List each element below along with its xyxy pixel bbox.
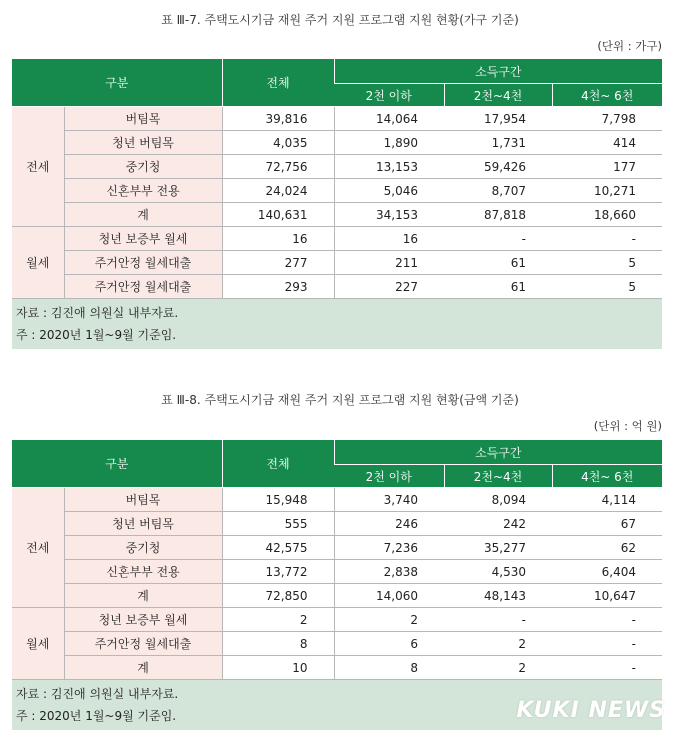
table-row <box>12 536 662 560</box>
value-cell: 246 <box>334 512 444 536</box>
header-band: 4천~ 6천 <box>552 465 662 488</box>
value-cell: 14,060 <box>334 584 444 608</box>
value-cell: 67 <box>552 512 662 536</box>
header-total: 전체 <box>222 440 334 488</box>
value-cell: 555 <box>222 512 334 536</box>
value-cell: 35,277 <box>444 536 552 560</box>
value-cell: 8,707 <box>444 179 552 203</box>
value-cell: 61 <box>444 275 552 299</box>
value-cell: - <box>552 608 662 632</box>
value-cell: 5 <box>552 251 662 275</box>
table-row <box>12 227 662 251</box>
row-label: 청년 보증부 월세 <box>64 608 222 632</box>
value-cell: 8,094 <box>444 488 552 512</box>
value-cell: 8 <box>334 656 444 680</box>
value-cell: 227 <box>334 275 444 299</box>
value-cell: 72,850 <box>222 584 334 608</box>
table-row <box>12 251 662 275</box>
value-cell: 14,064 <box>334 107 444 131</box>
row-label: 계 <box>64 584 222 608</box>
row-label: 신혼부부 전용 <box>64 179 222 203</box>
row-label: 청년 버팀목 <box>64 131 222 155</box>
table-1-unit: (단위 : 가구) <box>597 39 662 53</box>
value-cell: 4,530 <box>444 560 552 584</box>
period-note: 주 : 2020년 1월~9월 기준임. <box>16 328 177 342</box>
category-cell: 월세 <box>12 227 64 299</box>
value-cell: 1,731 <box>444 131 552 155</box>
header-band: 2천 이하 <box>334 465 444 488</box>
value-cell: 2 <box>334 608 444 632</box>
value-cell: 72,756 <box>222 155 334 179</box>
value-cell: 13,772 <box>222 560 334 584</box>
value-cell: 7,798 <box>552 107 662 131</box>
row-label: 버팀목 <box>64 488 222 512</box>
value-cell: 48,143 <box>444 584 552 608</box>
category-cell: 전세 <box>12 107 64 227</box>
value-cell: 5,046 <box>334 179 444 203</box>
data-table <box>12 59 662 299</box>
header-band: 2천 이하 <box>334 84 444 107</box>
table-row <box>12 107 662 131</box>
table-2 <box>12 440 662 730</box>
value-cell: 277 <box>222 251 334 275</box>
row-label: 계 <box>64 656 222 680</box>
value-cell: 39,816 <box>222 107 334 131</box>
table-1 <box>12 59 662 349</box>
row-label: 주거안정 월세대출 <box>64 275 222 299</box>
table-2-title: 표 Ⅲ-8. 주택도시기금 재원 주거 지원 프로그램 지원 현황(금액 기준) <box>161 393 519 407</box>
row-label: 버팀목 <box>64 107 222 131</box>
value-cell: 87,818 <box>444 203 552 227</box>
value-cell: 10 <box>222 656 334 680</box>
value-cell: 242 <box>444 512 552 536</box>
value-cell: 18,660 <box>552 203 662 227</box>
value-cell: 10,271 <box>552 179 662 203</box>
period-note: 주 : 2020년 1월~9월 기준임. <box>16 709 177 723</box>
value-cell: 16 <box>222 227 334 251</box>
value-cell: 42,575 <box>222 536 334 560</box>
table-row <box>12 488 662 512</box>
value-cell: 10,647 <box>552 584 662 608</box>
header-band: 2천~4천 <box>444 84 552 107</box>
table-row <box>12 155 662 179</box>
value-cell: 211 <box>334 251 444 275</box>
value-cell: 1,890 <box>334 131 444 155</box>
value-cell: 2 <box>444 632 552 656</box>
value-cell: 177 <box>552 155 662 179</box>
value-cell: 293 <box>222 275 334 299</box>
value-cell: 15,948 <box>222 488 334 512</box>
header-total: 전체 <box>222 59 334 107</box>
row-label: 청년 버팀목 <box>64 512 222 536</box>
value-cell: 140,631 <box>222 203 334 227</box>
value-cell: 2 <box>444 656 552 680</box>
header-band: 2천~4천 <box>444 465 552 488</box>
data-table <box>12 440 662 680</box>
value-cell: 62 <box>552 536 662 560</box>
value-cell: 59,426 <box>444 155 552 179</box>
row-label: 주거안정 월세대출 <box>64 632 222 656</box>
header-group: 구분 <box>12 440 222 488</box>
value-cell: 2,838 <box>334 560 444 584</box>
value-cell: 8 <box>222 632 334 656</box>
value-cell: 3,740 <box>334 488 444 512</box>
table-row <box>12 512 662 536</box>
value-cell: 5 <box>552 275 662 299</box>
header-income: 소득구간 <box>334 59 662 84</box>
table-row <box>12 179 662 203</box>
source-note: 자료 : 김진애 의원실 내부자료. <box>16 687 179 701</box>
header-income: 소득구간 <box>334 440 662 465</box>
value-cell: 13,153 <box>334 155 444 179</box>
value-cell: - <box>444 608 552 632</box>
category-cell: 월세 <box>12 608 64 680</box>
row-label: 신혼부부 전용 <box>64 560 222 584</box>
table-footnote <box>12 299 662 349</box>
row-label: 청년 보증부 월세 <box>64 227 222 251</box>
value-cell: 61 <box>444 251 552 275</box>
row-label: 계 <box>64 203 222 227</box>
value-cell: 6 <box>334 632 444 656</box>
header-band: 4천~ 6천 <box>552 84 662 107</box>
value-cell: 414 <box>552 131 662 155</box>
value-cell: 2 <box>222 608 334 632</box>
table-2-unit: (단위 : 억 원) <box>593 419 662 433</box>
value-cell: 6,404 <box>552 560 662 584</box>
row-label: 중기청 <box>64 536 222 560</box>
table-row <box>12 560 662 584</box>
category-cell: 전세 <box>12 488 64 608</box>
value-cell: 17,954 <box>444 107 552 131</box>
table-row <box>12 608 662 632</box>
value-cell: - <box>552 632 662 656</box>
table-row <box>12 632 662 656</box>
value-cell: 16 <box>334 227 444 251</box>
table-row <box>12 131 662 155</box>
table-1-title: 표 Ⅲ-7. 주택도시기금 재원 주거 지원 프로그램 지원 현황(가구 기준) <box>161 13 519 27</box>
source-note: 자료 : 김진애 의원실 내부자료. <box>16 306 179 320</box>
header-group: 구분 <box>12 59 222 107</box>
value-cell: 34,153 <box>334 203 444 227</box>
value-cell: - <box>552 227 662 251</box>
value-cell: 4,114 <box>552 488 662 512</box>
value-cell: - <box>444 227 552 251</box>
row-label: 주거안정 월세대출 <box>64 251 222 275</box>
table-row <box>12 275 662 299</box>
kuki-news-watermark: KUKI NEWS <box>516 698 666 723</box>
table-row <box>12 584 662 608</box>
table-row <box>12 656 662 680</box>
table-row <box>12 203 662 227</box>
value-cell: 7,236 <box>334 536 444 560</box>
value-cell: 4,035 <box>222 131 334 155</box>
row-label: 중기청 <box>64 155 222 179</box>
value-cell: 24,024 <box>222 179 334 203</box>
value-cell: - <box>552 656 662 680</box>
